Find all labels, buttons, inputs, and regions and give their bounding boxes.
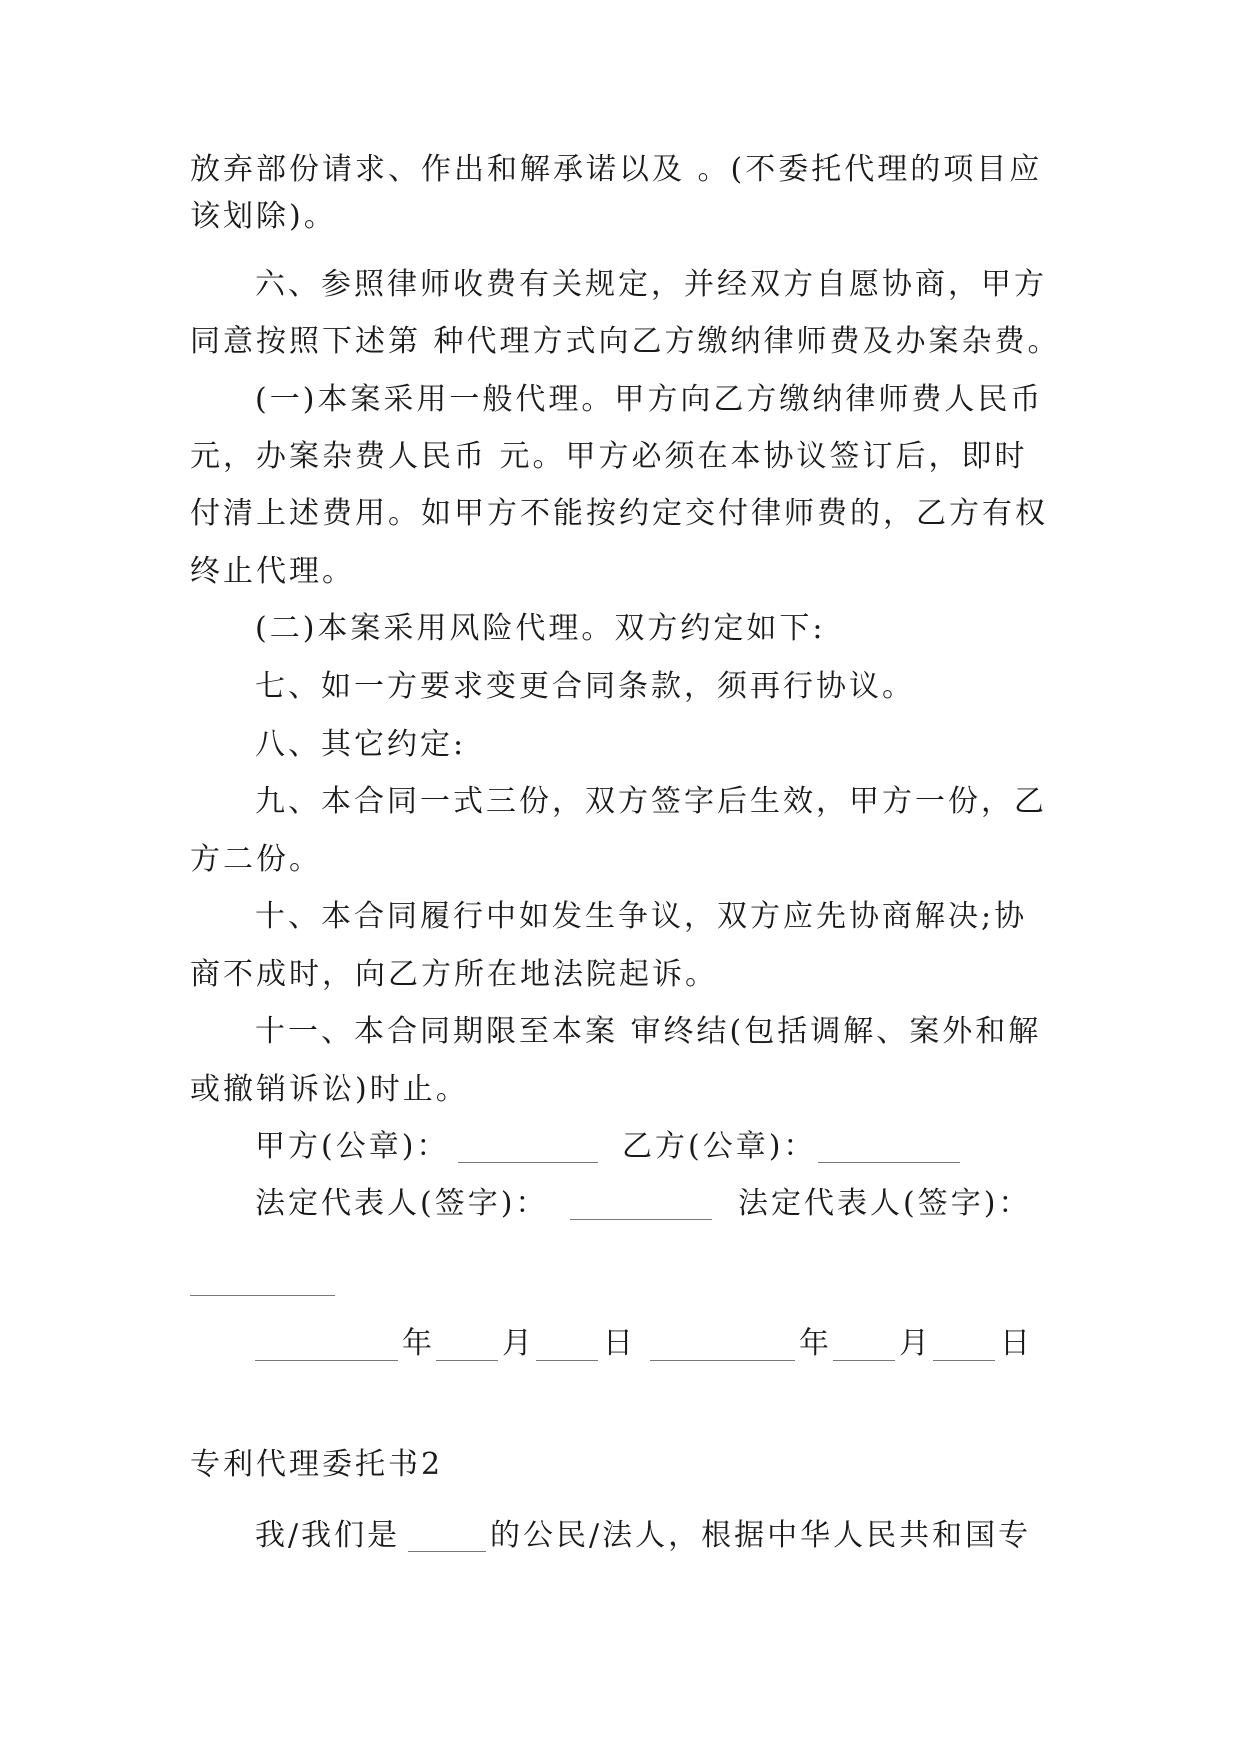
section-line-suffix: 的公民/法人，根据中华人民共和国专 [490, 1518, 1032, 1553]
date-b-year-label: 年 [799, 1326, 832, 1361]
paragraph-line: 同意按照下述第 种代理方式向乙方缴纳律师费及办案杂费。 [190, 324, 1061, 359]
legal-rep-a-label: 法定代表人(签字)： [255, 1186, 549, 1221]
paragraph-line: 元，办案杂费人民币 元。甲方必须在本协议签订后，即时 [190, 439, 1028, 474]
date-a-day-blank [536, 1360, 598, 1361]
paragraph-line: 该划除)。 [190, 199, 337, 234]
legal-rep-a-blank [570, 1219, 712, 1220]
date-a-month-label: 月 [502, 1326, 535, 1361]
party-a-seal-label: 甲方(公章)： [255, 1129, 450, 1164]
party-b-seal-label: 乙方(公章)： [622, 1129, 817, 1164]
section-title: 专利代理委托书2 [190, 1447, 444, 1482]
clause-ten: 十、本合同履行中如发生争议，双方应先协商解决;协 [255, 899, 1028, 934]
clause-six-option-2: (二)本案采用风险代理。双方约定如下: [255, 611, 826, 646]
nationality-blank [408, 1551, 486, 1552]
date-a-month-blank [436, 1360, 498, 1361]
paragraph-line: 商不成时，向乙方所在地法院起诉。 [190, 957, 718, 992]
clause-six-option-1: (一)本案采用一般代理。甲方向乙方缴纳律师费人民币 [255, 382, 1044, 417]
date-a-year-blank [255, 1360, 398, 1361]
date-b-year-blank [650, 1360, 795, 1361]
section-line-prefix: 我/我们是 [255, 1518, 401, 1553]
clause-seven: 七、如一方要求变更合同条款，须再行协议。 [255, 669, 915, 704]
clause-nine: 九、本合同一式三份，双方签字后生效，甲方一份，乙 [255, 784, 1047, 819]
date-b-day-blank [933, 1360, 995, 1361]
clause-eight: 八、其它约定: [255, 727, 467, 762]
date-b-month-blank [833, 1360, 895, 1361]
date-a-year-label: 年 [402, 1326, 435, 1361]
legal-rep-b-blank [190, 1295, 335, 1296]
clause-six: 六、参照律师收费有关规定，并经双方自愿协商，甲方 [255, 267, 1047, 302]
paragraph-line: 方二份。 [190, 842, 322, 877]
date-a-day-label: 日 [603, 1326, 636, 1361]
paragraph-line: 或撤销诉讼)时止。 [190, 1072, 469, 1107]
date-b-day-label: 日 [1000, 1326, 1033, 1361]
clause-eleven: 十一、本合同期限至本案 审终结(包括调解、案外和解 [255, 1014, 1042, 1049]
party-b-seal-blank [818, 1162, 960, 1163]
date-b-month-label: 月 [899, 1326, 932, 1361]
paragraph-line: 付清上述费用。如甲方不能按约定交付律师费的，乙方有权 [190, 496, 1048, 531]
paragraph-line: 放弃部份请求、作出和解承诺以及 。(不委托代理的项目应 [190, 152, 1043, 187]
legal-rep-b-label: 法定代表人(签字)： [738, 1186, 1032, 1221]
party-a-seal-blank [458, 1162, 598, 1163]
paragraph-line: 终止代理。 [190, 554, 355, 589]
